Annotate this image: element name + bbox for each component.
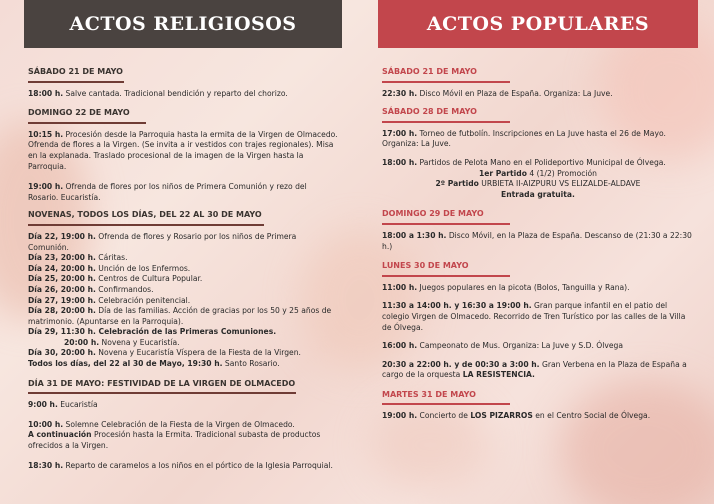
heading-rule (382, 121, 510, 123)
section-heading: DÍA 31 DE MAYO: FESTIVIDAD DE LA VIRGEN DE OLMACEDO (28, 378, 296, 388)
section-heading: NOVENAS, TODOS LOS DÍAS, DEL 22 AL 30 DE MAYO (28, 210, 262, 220)
section-heading: DOMINGO 22 DE MAYO (28, 108, 130, 118)
event-item: 20:30 a 22:00 h. y de 00:30 a 3:00 h. Gran Verbena en la Plaza de España a cargo de la orquesta LA RESISTENCIA. (382, 359, 687, 380)
heading-rule (28, 81, 124, 83)
event-item: 18:00 h. Partidos de Pelota Mano en el Polideportivo Municipal de Ólvega. (382, 157, 666, 167)
list-item: 20:00 h. Novena y Eucaristía. (64, 337, 180, 347)
section-heading: SÁBADO 21 DE MAYO (382, 67, 477, 76)
heading-rule (28, 224, 264, 226)
event-item: 10:00 h. Solemne Celebración de la Fiesta de la Virgen de Olmacedo. A continuación Procesión hasta la Ermita. Tradicional subasta de productos ofrecidos a la Virgen. (28, 419, 321, 451)
list-item: Día 26, 20:00 h. Confirmandos. (28, 284, 154, 294)
event-item: 10:15 h. Procesión desde la Parroquia hasta la ermita de la Virgen de Olmacedo. Ofrenda de flores a la Virgen. (Se invita a ir vestidos con trajes regionales). Misa en la explanada. Traslado procesional de la imagen de la Virgen hasta la Parroquia. (28, 129, 338, 171)
list-item: Día 30, 20:00 h. Novena y Eucaristía Víspera de la Fiesta de la Virgen. (28, 348, 301, 358)
event-item: 17:00 h. Torneo de futbolín. Inscripciones en La Juve hasta el 26 de Mayo. Organiza: La Juve. (382, 128, 666, 149)
event-item: 18:00 h. Salve cantada. Tradicional bendición y reparto del chorizo. (28, 88, 288, 98)
popular-column (378, 0, 698, 430)
section-heading: DOMINGO 29 DE MAYO (382, 209, 484, 219)
section-heading: SÁBADO 28 DE MAYO (382, 107, 477, 117)
event-item: 19:00 h. Concierto de LOS PIZARROS en el Centro Social de Ólvega. (382, 411, 651, 421)
free-entry-note: Entrada gratuita. (501, 189, 575, 199)
popular-title: ACTOS POPULARES (378, 0, 698, 48)
event-item: 16:00 h. Campeonato de Mus. Organiza: La Juve y S.D. Ólvega (382, 341, 624, 351)
heading-rule (28, 392, 296, 394)
novenas-list (28, 232, 338, 370)
list-item: Día 28, 20:00 h. Día de las familias. Acción de gracias por los 50 y 25 años de matrimonio. (Apuntarse en la Parroquia). (28, 306, 332, 326)
heading-rule (382, 223, 510, 225)
religious-title: ACTOS RELIGIOSOS (24, 0, 342, 48)
heading-rule (382, 403, 510, 405)
religious-column (24, 0, 342, 479)
event-item: 18:30 h. Reparto de caramelos a los niños en el pórtico de la Iglesia Parroquial. (28, 460, 333, 470)
list-item: Día 25, 20:00 h. Centros de Cultura Popular. (28, 274, 203, 284)
pelota-match-2: 2º Partido URBIETA II-AIZPURU VS ELIZALDE-ALDAVE (435, 179, 641, 189)
pelota-match-1: 1er Partido 4 (1/2) Promoción (478, 168, 597, 178)
list-item: Día 22, 19:00 h. Ofrenda de flores y Rosario por los niños de Primera Comunión. (28, 231, 297, 252)
list-item: Día 24, 20:00 h. Unción de los Enfermos. (28, 263, 191, 273)
event-item: 11:00 h. Juegos populares en la picota (Bolos, Tanguilla y Rana). (382, 282, 630, 292)
event-item: 9:00 h. Eucaristía (28, 400, 98, 410)
list-item: Día 23, 20:00 h. Cáritas. (28, 253, 128, 263)
event-item: 11:30 a 14:00 h. y 16:30 a 19:00 h. Gran parque infantil en el patio del colegio Virgen de Olmacedo. Recorrido de Tren Turístico por las calles de la Villa de Ólvega. (382, 301, 686, 332)
list-item: Todos los días, del 22 al 30 de Mayo, 19:30 h. Santo Rosario. (28, 359, 280, 369)
heading-rule (28, 122, 146, 124)
section-heading: SÁBADO 21 DE MAYO (28, 67, 123, 76)
section-heading: LUNES 30 DE MAYO (382, 261, 469, 271)
event-item: 22:30 h. Disco Móvil en Plaza de España. Organiza: La Juve. (382, 88, 613, 98)
heading-rule (382, 81, 510, 83)
section-heading: MARTES 31 DE MAYO (382, 389, 476, 399)
list-item: Día 29, 11:30 h. Celebración de las Primeras Comuniones. (28, 327, 277, 337)
list-item: Día 27, 19:00 h. Celebración penitencial. (28, 295, 191, 305)
event-item: 19:00 h. Ofrenda de flores por los niños de Primera Comunión y rezo del Rosario. Eucaristía. (28, 182, 307, 202)
event-item: 18:00 a 1:30 h. Disco Móvil, en la Plaza de España. Descanso de (21:30 a 22:30 h.) (382, 230, 692, 251)
heading-rule (382, 275, 510, 277)
